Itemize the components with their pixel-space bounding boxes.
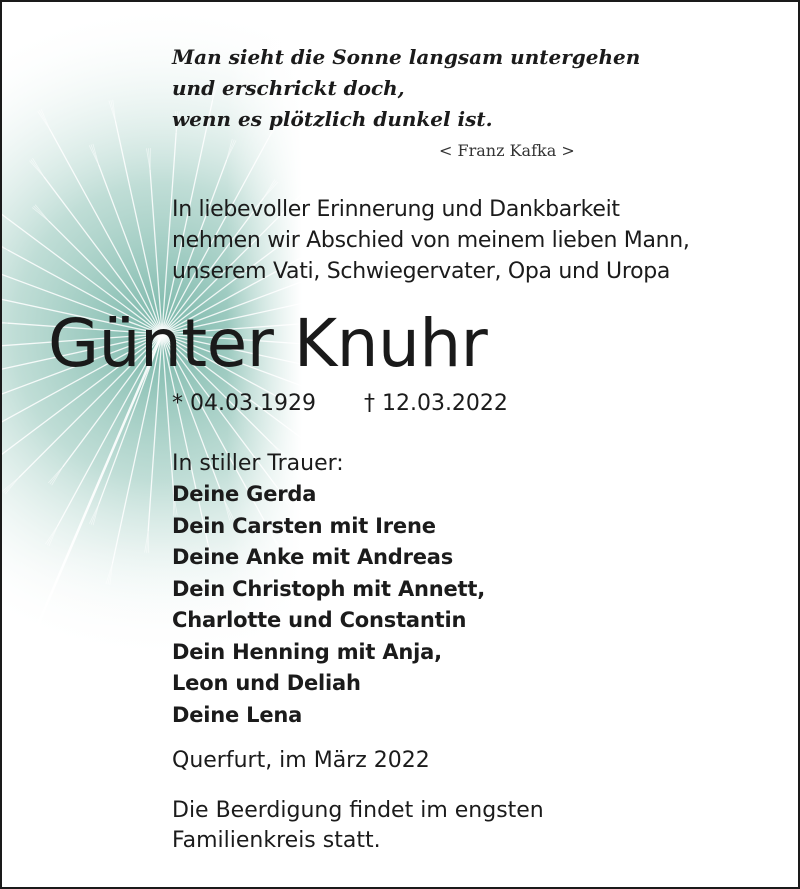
mourner-line: Dein Carsten mit Irene (172, 513, 436, 538)
quote-author: < Franz Kafka > (439, 141, 575, 160)
quote-line: und erschrickt doch, (172, 76, 405, 100)
mourner-line: Deine Gerda (172, 482, 317, 506)
mourner-line: Charlotte und Constantin (172, 608, 467, 632)
kafka-quote (172, 42, 640, 135)
mourner-line: Dein Henning mit Anja, (172, 639, 442, 664)
mourner-line: Deine Anke mit Andreas (172, 545, 454, 569)
birth-date: * 04.03.1929 (172, 391, 316, 416)
deceased-name: Günter Knuhr (48, 305, 488, 382)
place-and-date: Querfurt, im März 2022 (172, 748, 430, 773)
quote-line: wenn es plötzlich dunkel ist. (172, 107, 493, 131)
mourner-line: Leon und Deliah (172, 671, 361, 695)
funeral-line: Die Beerdigung findet im engsten (172, 798, 544, 823)
intro-line: nehmen wir Abschied von meinem lieben Mann, (172, 228, 690, 253)
mourner-line: Deine Lena (172, 702, 303, 727)
life-dates (172, 388, 508, 420)
funeral-line: Familienkreis statt. (172, 828, 381, 853)
funeral-note (172, 796, 544, 856)
mourner-line: Dein Christoph mit Annett, (172, 576, 485, 601)
intro-line: unserem Vati, Schwiegervater, Opa und Uropa (172, 259, 671, 284)
intro-line: In liebevoller Erinnerung und Dankbarkeit (172, 197, 620, 222)
mourners-list (172, 479, 485, 731)
quote-line: Man sieht die Sonne langsam untergehen (172, 45, 641, 69)
intro-text (172, 194, 690, 287)
death-date: † 12.03.2022 (363, 391, 508, 416)
mourning-label: In stiller Trauer: (172, 451, 344, 476)
